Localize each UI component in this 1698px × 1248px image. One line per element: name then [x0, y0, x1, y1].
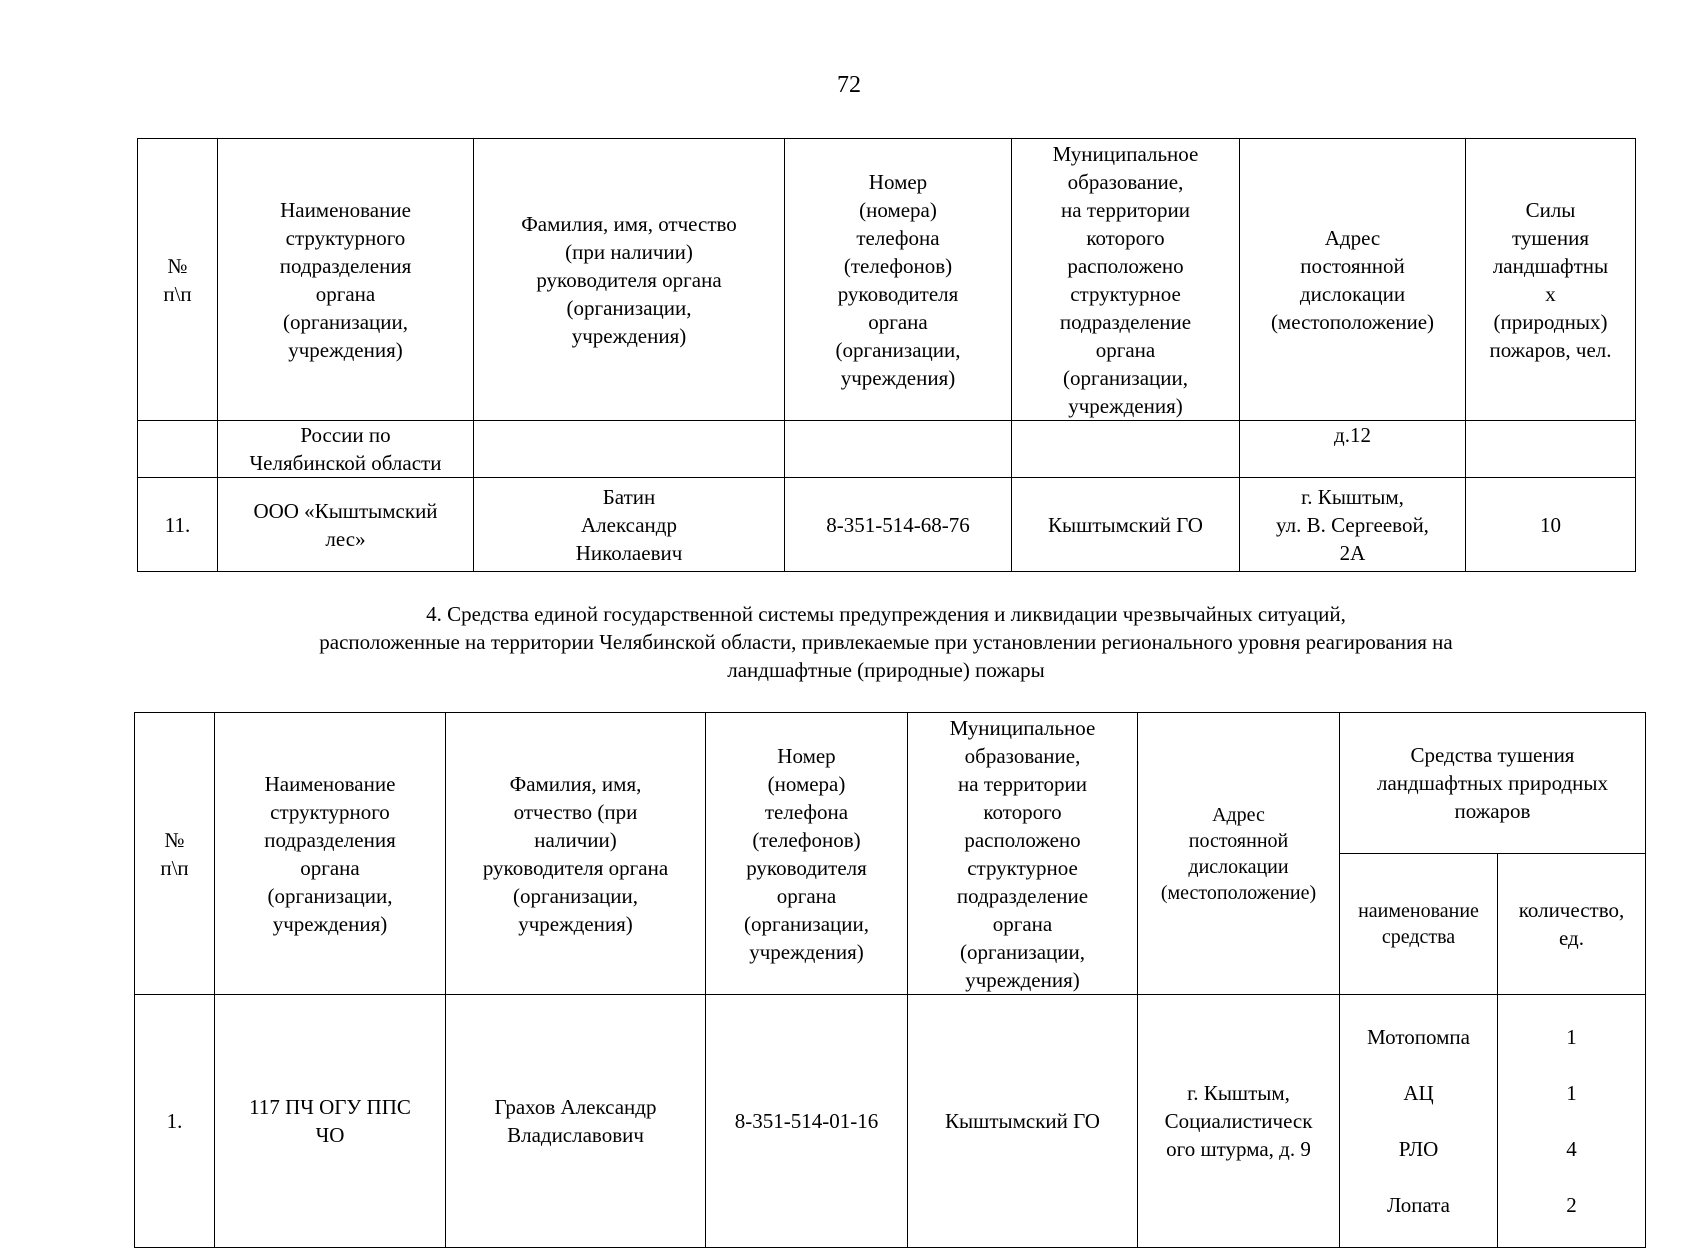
cell-address: г. Кыштым, Социалистическ ого штурма, д. 9 — [1138, 995, 1340, 1248]
cell-address: д.12 — [1240, 421, 1466, 478]
header-municipality: Муниципальное образование, на территории которого расположено структурное подразделение органа (организации, учреждения) — [1012, 139, 1240, 421]
page-number: 72 — [837, 72, 861, 98]
quantity-item: 2 — [1566, 1193, 1577, 1217]
header-head-name: Фамилия, имя, отчество (при наличии) руководителя органа (организации, учреждения) — [446, 713, 706, 995]
cell-municipality: Кыштымский ГО — [908, 995, 1138, 1248]
means-item: Лопата — [1387, 1193, 1450, 1217]
fire-forces-table — [137, 138, 1636, 572]
cell-address: г. Кыштым, ул. В. Сергеевой, 2А — [1240, 478, 1466, 572]
means-item: РЛО — [1398, 1137, 1439, 1161]
cell-number: 11. — [138, 478, 218, 572]
table-header-row — [138, 139, 1636, 421]
cell-head-name: Батин Александр Николаевич — [474, 478, 785, 572]
cell-quantity-list — [1498, 995, 1646, 1248]
header-head-name: Фамилия, имя, отчество (при наличии) руководителя органа (организации, учреждения) — [474, 139, 785, 421]
fire-equipment-table — [134, 712, 1646, 1248]
cell-forces — [1466, 421, 1636, 478]
cell-unit-name: России по Челябинской области — [218, 421, 474, 478]
subheader-means-name: наименование средства — [1340, 854, 1498, 995]
header-municipality: Муниципальное образование, на территории которого расположено структурное подразделение органа (организации, учреждения) — [908, 713, 1138, 995]
cell-head-name: Грахов Александр Владиславович — [446, 995, 706, 1248]
cell-number — [138, 421, 218, 478]
cell-municipality — [1012, 421, 1240, 478]
header-unit-name: Наименование структурного подразделения органа (организации, учреждения) — [215, 713, 446, 995]
quantity-item: 1 — [1566, 1081, 1577, 1105]
header-number: № п\п — [135, 713, 215, 995]
subheader-quantity: количество, ед. — [1498, 854, 1646, 995]
cell-phone — [785, 421, 1012, 478]
cell-phone: 8-351-514-01-16 — [706, 995, 908, 1248]
cell-head-name — [474, 421, 785, 478]
table-header-row — [135, 713, 1646, 854]
cell-unit-name: 117 ПЧ ОГУ ППС ЧО — [215, 995, 446, 1248]
table-row — [138, 421, 1636, 478]
header-phone: Номер (номера) телефона (телефонов) руководителя органа (организации, учреждения) — [706, 713, 908, 995]
table-row — [138, 478, 1636, 572]
header-means: Средства тушения ландшафтных природных пожаров — [1340, 713, 1646, 854]
table-row — [135, 995, 1646, 1248]
means-item: АЦ — [1403, 1081, 1434, 1105]
header-number: № п\п — [138, 139, 218, 421]
quantity-item: 4 — [1566, 1137, 1577, 1161]
header-phone: Номер (номера) телефона (телефонов) руководителя органа (организации, учреждения) — [785, 139, 1012, 421]
means-item: Мотопомпа — [1367, 1025, 1470, 1049]
cell-means-list — [1340, 995, 1498, 1248]
cell-unit-name: ООО «Кыштымский лес» — [218, 478, 474, 572]
header-address: Адрес постоянной дислокации (местоположение) — [1240, 139, 1466, 421]
cell-municipality: Кыштымский ГО — [1012, 478, 1240, 572]
cell-number: 1. — [135, 995, 215, 1248]
cell-phone: 8-351-514-68-76 — [785, 478, 1012, 572]
header-unit-name: Наименование структурного подразделения органа (организации, учреждения) — [218, 139, 474, 421]
header-address: Адрес постоянной дислокации (местоположение) — [1138, 713, 1340, 995]
quantity-item: 1 — [1566, 1025, 1577, 1049]
section-title: 4. Средства единой государственной системы предупреждения и ликвидации чрезвычайных ситуаций, расположенные на территории Челябинской области, привлекаемые при установлении регионального уровня реагирования на ландшафтные (природные) пожары — [319, 602, 1453, 682]
header-forces: Силы тушения ландшафтны х (природных) пожаров, чел. — [1466, 139, 1636, 421]
cell-forces: 10 — [1466, 478, 1636, 572]
